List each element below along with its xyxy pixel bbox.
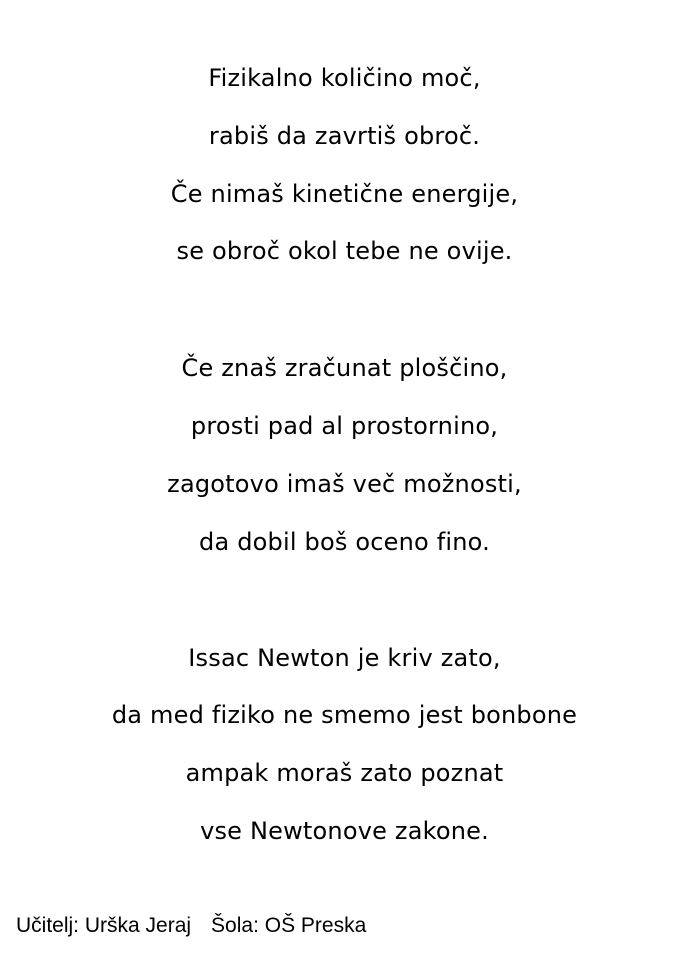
teacher-credit: Učitelj: Urška Jeraj — [16, 914, 192, 937]
poem-line: prosti pad al prostornino, — [190, 412, 499, 440]
poem-line: ampak moraš zato poznat — [185, 759, 504, 787]
poem-line: da dobil boš oceno fino. — [199, 528, 490, 556]
poem-line: da med fiziko ne smemo jest bonbone — [111, 701, 578, 729]
footer — [16, 913, 366, 939]
poem-line: vse Newtonove zakone. — [200, 817, 489, 845]
poem-line: rabiš da zavrtiš obroč. — [208, 122, 481, 150]
poem-line: Issac Newton je kriv zato, — [188, 644, 501, 672]
poem-line: Če znaš zračunat ploščino, — [181, 354, 508, 382]
poem-line: Fizikalno količino moč, — [208, 64, 481, 92]
poem-line: Če nimaš kinetične energije, — [170, 180, 519, 208]
school-credit: Šola: OŠ Preska — [211, 914, 367, 937]
poem-line: se obroč okol tebe ne ovije. — [176, 237, 513, 265]
poem-line: zagotovo imaš več možnosti, — [167, 470, 522, 498]
